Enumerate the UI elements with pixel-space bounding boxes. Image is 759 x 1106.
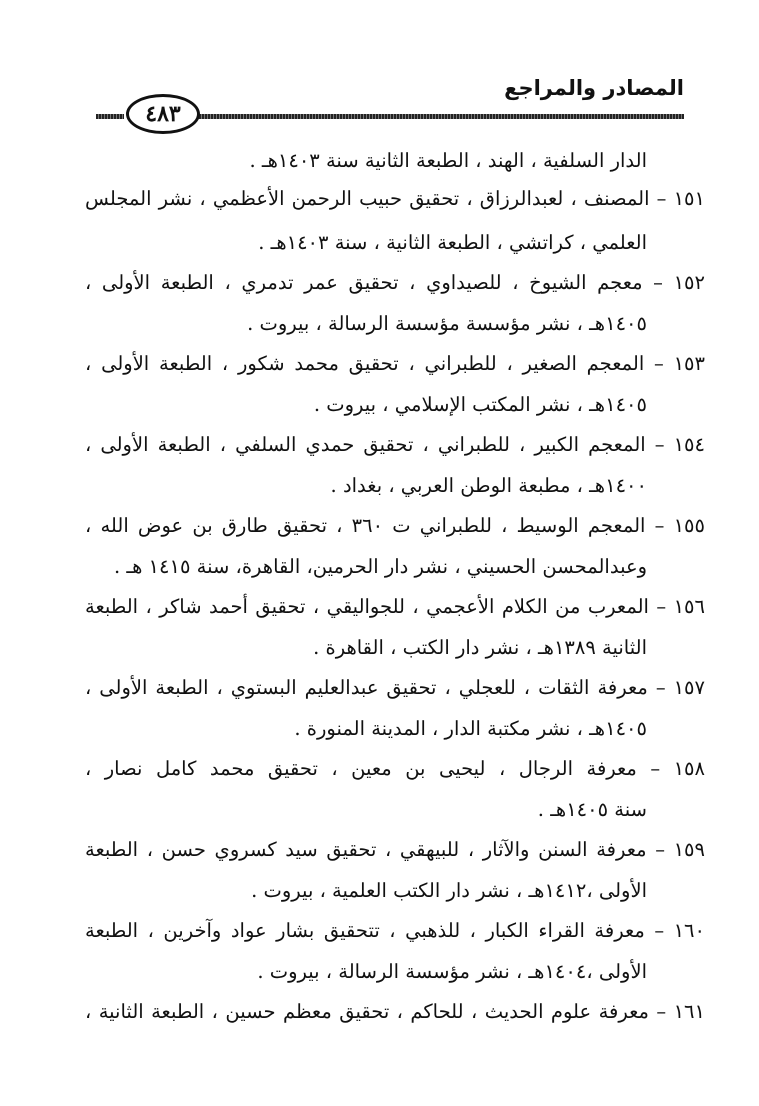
entry-line: ١٥٦ – المعرب من الكلام الأعجمي ، للجواليقي ، تحقيق أحمد شاكر ، الطبعة (85, 595, 705, 618)
entry-line: ١٥٨ – معرفة الرجال ، ليحيى بن معين ، تحقيق محمد كامل نصار ، (85, 757, 705, 780)
entry-line: ١٥٥ – المعجم الوسيط ، للطبراني ت ٣٦٠ ، تحقيق طارق بن عوض الله ، (85, 514, 705, 537)
header-rule-left (96, 114, 124, 119)
entry-line: الدار السلفية ، الهند ، الطبعة الثانية سنة ١٤٠٣هـ . (249, 149, 647, 172)
entry-line: الأولى ،١٤١٢هـ ، نشر دار الكتب العلمية ، بيروت . (251, 879, 647, 902)
entry-line: العلمي ، كراتشي ، الطبعة الثانية ، سنة ١٤٠٣هـ . (258, 231, 647, 254)
entry-line: ١٤٠٥هـ ، نشر مكتبة الدار ، المدينة المنورة . (294, 717, 647, 740)
entry-line: ١٥٢ – معجم الشيوخ ، للصيداوي ، تحقيق عمر تدمري ، الطبعة الأولى ، (85, 271, 705, 294)
entry-line: الثانية ١٣٨٩هـ ، نشر دار الكتب ، القاهرة . (313, 636, 647, 659)
entry-line: ١٥٤ – المعجم الكبير ، للطبراني ، تحقيق حمدي السلفي ، الطبعة الأولى ، (85, 433, 705, 456)
entry-line: ١٥١ – المصنف ، لعبدالرزاق ، تحقيق حبيب الرحمن الأعظمي ، نشر المجلس (85, 187, 705, 210)
entry-line: ١٥٣ – المعجم الصغير ، للطبراني ، تحقيق محمد شكور ، الطبعة الأولى ، (85, 352, 705, 375)
entry-line: ١٦١ – معرفة علوم الحديث ، للحاكم ، تحقيق معظم حسين ، الطبعة الثانية ، (85, 1000, 705, 1023)
entry-line: ١٤٠٠هـ ، مطبعة الوطن العربي ، بغداد . (330, 474, 647, 497)
entry-line: ١٥٩ – معرفة السنن والآثار ، للبيهقي ، تحقيق سيد كسروي حسن ، الطبعة (85, 838, 705, 861)
entry-line: وعبدالمحسن الحسيني ، نشر دار الحرمين، القاهرة، سنة ١٤١٥ هـ . (113, 555, 647, 578)
entry-line: سنة ١٤٠٥هـ . (537, 798, 647, 821)
entry-line: ١٦٠ – معرفة القراء الكبار ، للذهبي ، تتحقيق بشار عواد وآخرين ، الطبعة (85, 919, 705, 942)
entry-line: ١٥٧ – معرفة الثقات ، للعجلي ، تحقيق عبدالعليم البستوي ، الطبعة الأولى ، (85, 676, 705, 699)
page-header (96, 70, 684, 126)
entry-line: ١٤٠٥هـ ، نشر المكتب الإسلامي ، بيروت . (313, 393, 647, 416)
header-rule (196, 114, 684, 119)
page-number: ٤٨٣ (126, 94, 200, 134)
entry-line: الأولى ،١٤٠٤هـ ، نشر مؤسسة الرسالة ، بيروت . (257, 960, 647, 983)
entry-line: ١٤٠٥هـ ، نشر مؤسسة مؤسسة الرسالة ، بيروت . (247, 312, 647, 335)
running-header-title: المصادر والمراجع (504, 76, 684, 100)
